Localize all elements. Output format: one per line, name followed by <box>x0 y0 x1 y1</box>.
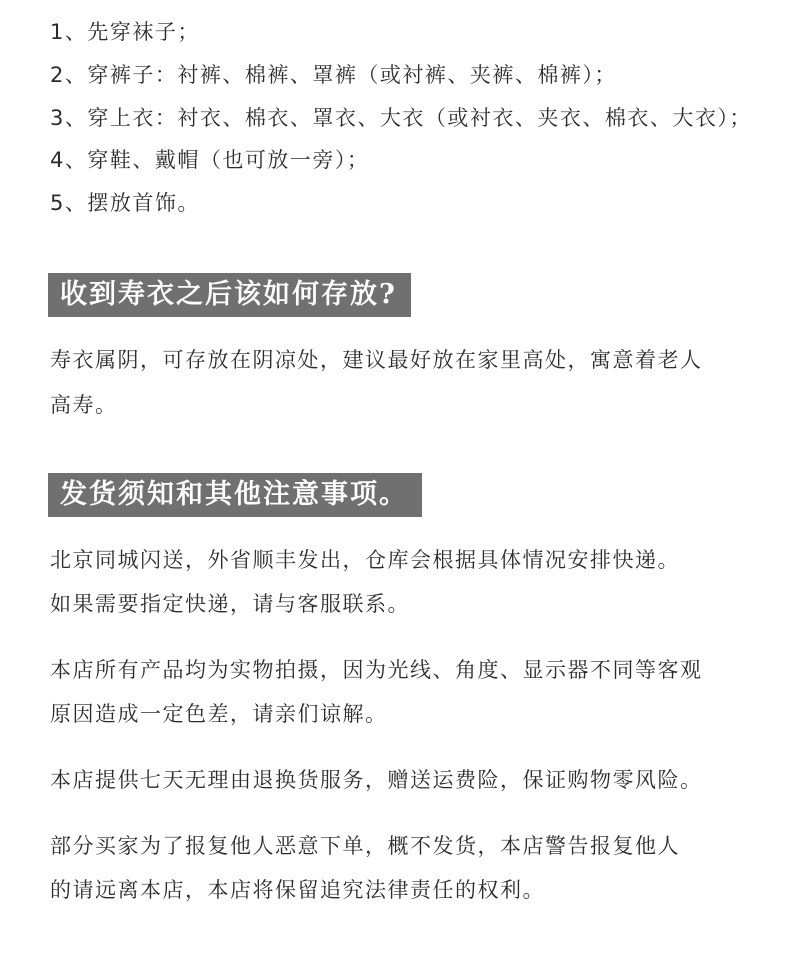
storage-section-heading: 收到寿衣之后该如何存放? <box>48 273 411 317</box>
storage-text-line-1: 寿衣属阴，可存放在阴凉处，建议最好放在家里高处，寓意着老人 <box>50 348 703 372</box>
step-5: 5、摆放首饰。 <box>50 191 200 215</box>
step-3: 3、穿上衣：衬衣、棉衣、罩衣、大衣（或衬衣、夹衣、棉衣、大衣）； <box>50 106 752 130</box>
shipping-paragraph-3-line-1: 本店提供七天无理由退换货服务，赠送运费险，保证购物零风险。 <box>50 768 703 792</box>
step-2: 2、穿裤子：衬裤、棉裤、罩裤（或衬裤、夹裤、棉裤）； <box>50 63 617 87</box>
shipping-paragraph-1-line-1: 北京同城闪送，外省顺丰发出，仓库会根据具体情况安排快递。 <box>50 548 680 572</box>
shipping-section-heading: 发货须知和其他注意事项。 <box>48 473 422 517</box>
storage-text-line-2: 高寿。 <box>50 393 118 417</box>
step-4: 4、穿鞋、戴帽（也可放一旁）； <box>50 148 370 172</box>
step-1: 1、先穿袜子； <box>50 20 200 44</box>
shipping-paragraph-4-line-2: 的请远离本店，本店将保留追究法律责任的权利。 <box>50 878 545 902</box>
shipping-paragraph-2-line-1: 本店所有产品均为实物拍摄，因为光线、角度、显示器不同等客观 <box>50 658 703 682</box>
shipping-paragraph-1-line-2: 如果需要指定快递，请与客服联系。 <box>50 592 410 616</box>
shipping-paragraph-4-line-1: 部分买家为了报复他人恶意下单，概不发货，本店警告报复他人 <box>50 834 680 858</box>
shipping-paragraph-2-line-2: 原因造成一定色差，请亲们谅解。 <box>50 702 388 726</box>
